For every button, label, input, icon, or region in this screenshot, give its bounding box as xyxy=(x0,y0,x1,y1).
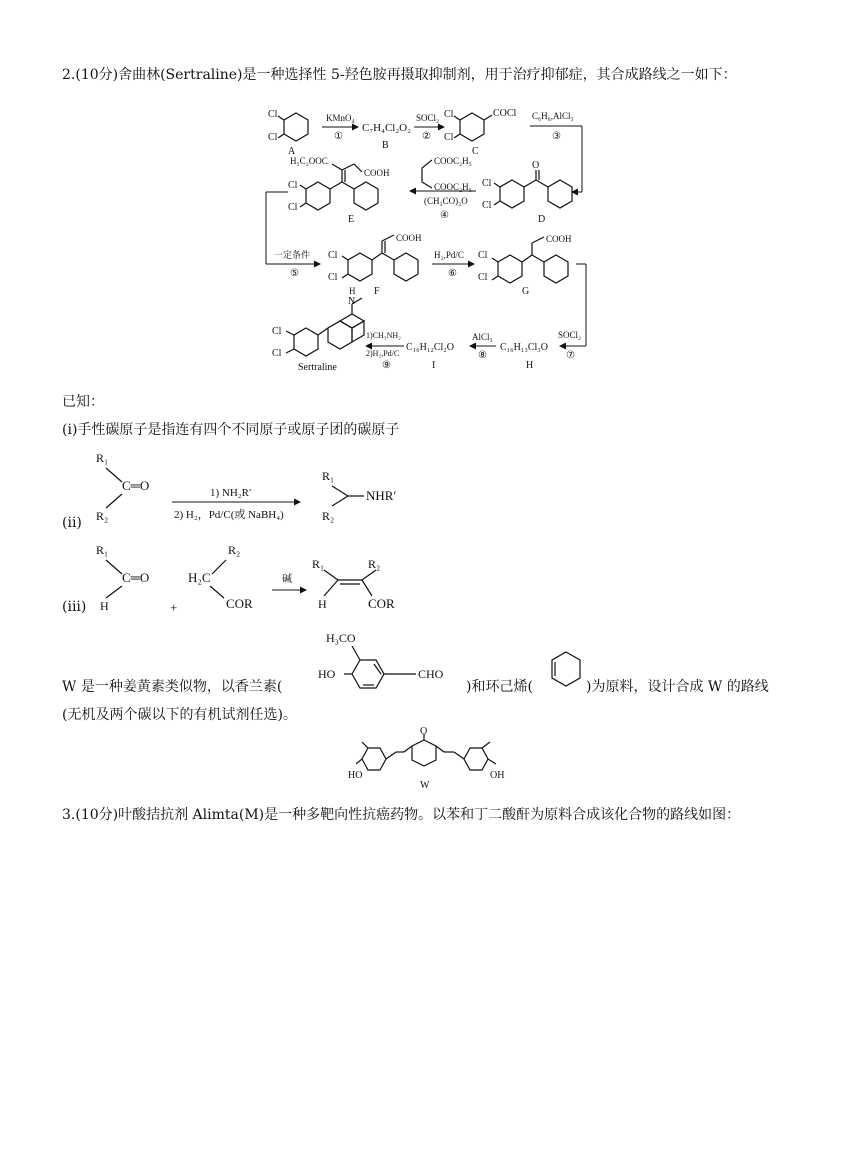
svg-text:HO: HO xyxy=(348,770,363,781)
arrow-8 xyxy=(470,332,496,361)
svg-text:N: N xyxy=(348,296,356,307)
svg-text:CHO: CHO xyxy=(418,667,444,681)
svg-text:COOC₂H₅: COOC₂H₅ xyxy=(434,182,472,192)
known-ii-reaction xyxy=(92,450,422,530)
svg-text:C₆H₆,AlCl₃: C₆H₆,AlCl₃ xyxy=(532,111,574,121)
svg-text:⑤: ⑤ xyxy=(290,268,299,279)
task-prefix: W 是一种姜黄素类似物，以香兰素( xyxy=(62,679,283,695)
svg-text:Cl: Cl xyxy=(478,272,488,283)
known-ii-label: (ii) xyxy=(62,515,82,531)
svg-text:R₁: R₁ xyxy=(312,557,325,571)
svg-text:R₂: R₂ xyxy=(368,557,381,571)
svg-text:C═O: C═O xyxy=(122,570,150,585)
svg-text:H₅C₂OOC: H₅C₂OOC xyxy=(290,156,328,166)
label-w: W xyxy=(420,780,430,791)
svg-text:SOCl₂: SOCl₂ xyxy=(416,113,440,123)
svg-text:④: ④ xyxy=(440,210,449,221)
compound-w-structure xyxy=(344,726,516,794)
known-iii-label: (iii) xyxy=(62,599,87,615)
label-i: I xyxy=(432,360,436,371)
svg-text:+: + xyxy=(170,600,178,615)
svg-text:Cl: Cl xyxy=(328,272,338,283)
label-b: B xyxy=(382,140,389,151)
svg-text:Cl: Cl xyxy=(328,250,338,261)
known-i: (ⅰ)手性碳原子是指连有四个不同原子或原子团的碳原子 xyxy=(62,422,400,438)
svg-text:COOH: COOH xyxy=(546,234,572,244)
arrow-1 xyxy=(322,113,358,142)
svg-text:H₂,Pd/C: H₂,Pd/C xyxy=(434,250,464,260)
svg-text:HO: HO xyxy=(318,667,336,681)
svg-text:Cl: Cl xyxy=(444,109,454,120)
compound-g xyxy=(478,234,572,297)
svg-text:Cl: Cl xyxy=(288,202,298,213)
known-label: 已知： xyxy=(62,394,104,410)
svg-text:NHR′: NHR′ xyxy=(366,488,397,503)
compound-d xyxy=(482,160,572,225)
formula-h: C₁₆H₁₃Cl₃O xyxy=(500,342,548,353)
question-3-header: 3.(10分)叶酸拮抗剂 Alimta(M)是一种多靶向性抗癌药物。以苯和丁二酸酐为原料合成该化合物的路线如图： xyxy=(62,807,741,823)
svg-text:1)CH₃NH₂: 1)CH₃NH₂ xyxy=(366,331,401,340)
svg-text:OH: OH xyxy=(490,770,505,781)
svg-text:2) H₂，Pd/C(或 NaBH₄): 2) H₂，Pd/C(或 NaBH₄) xyxy=(174,509,284,521)
task-mid: )和环己烯( xyxy=(466,679,533,695)
cyclohexene-structure xyxy=(546,648,586,694)
svg-text:①: ① xyxy=(334,131,343,142)
sertraline-structure xyxy=(272,286,364,373)
cl-label: Cl xyxy=(268,132,278,143)
svg-text:C═O: C═O xyxy=(122,478,150,493)
arrow-2 xyxy=(414,113,444,142)
question-2-header: 2.(10分)舍曲林(Sertraline)是一种选择性 5-羟色胺再摄取抑制剂，用于治疗抑郁症，其合成路线之一如下： xyxy=(62,67,737,83)
compound-f xyxy=(328,233,422,297)
svg-text:H: H xyxy=(318,597,327,611)
svg-text:COR: COR xyxy=(226,596,253,611)
svg-text:Cl: Cl xyxy=(288,180,298,191)
arrow-6 xyxy=(432,250,474,279)
svg-text:Cl: Cl xyxy=(482,178,492,189)
svg-text:H₃CO: H₃CO xyxy=(326,631,356,645)
svg-text:③: ③ xyxy=(552,131,561,142)
svg-text:1) NH₂R′: 1) NH₂R′ xyxy=(210,487,252,499)
svg-text:H₂C: H₂C xyxy=(188,570,211,585)
svg-text:碱: 碱 xyxy=(282,574,292,585)
svg-text:2)H₂,Pd/C: 2)H₂,Pd/C xyxy=(366,349,400,358)
compound-c xyxy=(444,108,517,157)
cl-label: Cl xyxy=(268,109,278,120)
svg-text:R₁: R₁ xyxy=(96,451,109,465)
svg-text:R₂: R₂ xyxy=(96,509,109,523)
svg-text:COOH: COOH xyxy=(396,233,422,243)
svg-text:②: ② xyxy=(422,131,431,142)
svg-text:⑦: ⑦ xyxy=(566,350,575,361)
svg-text:Cl: Cl xyxy=(272,348,282,359)
arrow-3 xyxy=(530,111,582,192)
label-g: G xyxy=(522,286,530,297)
svg-text:一定条件: 一定条件 xyxy=(274,250,311,260)
svg-text:COCl: COCl xyxy=(493,108,517,119)
svg-text:Cl: Cl xyxy=(478,250,488,261)
svg-text:KMnO₄: KMnO₄ xyxy=(326,113,355,123)
arrow-4 xyxy=(410,156,476,221)
compound-a xyxy=(268,109,308,157)
label-f: F xyxy=(374,286,380,297)
svg-text:R₁: R₁ xyxy=(322,469,335,483)
task-suffix: )为原料，设计合成 W 的路线 xyxy=(586,679,769,695)
svg-text:H: H xyxy=(349,286,356,296)
known-iii-reaction xyxy=(92,540,422,620)
svg-text:COOC₂H₅: COOC₂H₅ xyxy=(434,156,472,166)
task-line-2: (无机及两个碳以下的有机试剂任选)。 xyxy=(62,707,297,723)
svg-text:AlCl₃: AlCl₃ xyxy=(472,332,493,342)
svg-text:Cl: Cl xyxy=(444,132,454,143)
svg-text:Cl: Cl xyxy=(272,326,282,337)
svg-text:COR: COR xyxy=(368,596,395,611)
formula-i: C₁₆H₁₂Cl₂O xyxy=(406,342,454,353)
label-e: E xyxy=(348,214,355,225)
label-sertraline: Sertraline xyxy=(298,362,337,373)
svg-text:⑧: ⑧ xyxy=(478,350,487,361)
arrow-9 xyxy=(366,331,404,371)
svg-text:SOCl₂: SOCl₂ xyxy=(558,330,582,340)
label-h: H xyxy=(526,360,534,371)
svg-text:O: O xyxy=(420,726,428,737)
svg-text:R₂: R₂ xyxy=(228,543,241,557)
arrow-7 xyxy=(558,264,586,361)
svg-text:(CH₃CO)₂O: (CH₃CO)₂O xyxy=(424,196,468,206)
label-a: A xyxy=(288,146,296,157)
svg-text:R₁: R₁ xyxy=(96,543,109,557)
svg-text:COOH: COOH xyxy=(364,168,390,178)
svg-text:⑨: ⑨ xyxy=(382,360,391,371)
compound-e xyxy=(288,156,390,225)
svg-text:R₂: R₂ xyxy=(322,509,335,523)
vanillin-structure xyxy=(316,628,466,702)
svg-text:Cl: Cl xyxy=(482,200,492,211)
synthesis-scheme xyxy=(260,98,600,378)
svg-text:⑥: ⑥ xyxy=(448,268,457,279)
label-d: D xyxy=(538,214,546,225)
svg-text:H: H xyxy=(100,599,109,613)
svg-text:O: O xyxy=(532,160,540,171)
label-c: C xyxy=(472,146,479,157)
formula-b: C₇H₄Cl₂O₂ xyxy=(362,122,411,134)
